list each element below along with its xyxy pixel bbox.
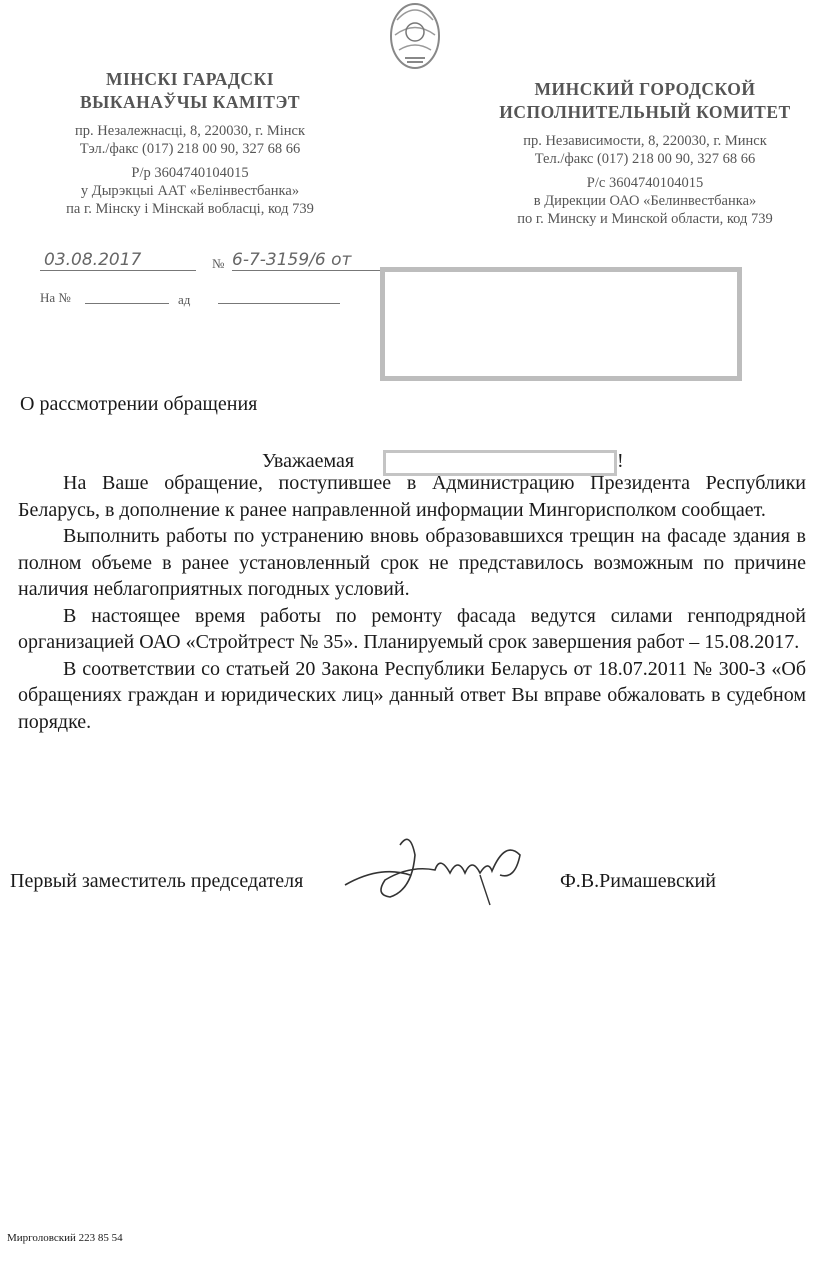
account: Р/р 3604740104015 — [131, 164, 249, 181]
org-name-ru — [470, 78, 820, 124]
paragraph: Выполнить работы по устранению вновь образовавшихся трещин на фасаде здания в полном объеме в ранее установленный срок не представилось возможным по причине наличия неблагоприятных погодных условий. — [18, 525, 806, 600]
account: Р/с 3604740104015 — [586, 174, 704, 191]
bank-region: па г. Мінску і Мінскай вобласці, код 739 — [66, 201, 314, 217]
bank: в Дирекции ОАО «Белинвестбанка» — [533, 192, 757, 209]
paragraph: В соответствии со статьей 20 Закона Республики Беларусь от 18.07.2011 № 300-З «Об обращениях граждан и юридических лиц» данный ответ Вы вправе обжаловать в судебном порядке. — [18, 657, 806, 733]
coat-of-arms-emblem — [385, 0, 445, 70]
registration-date: 03.08.2017 — [40, 250, 196, 271]
org-line2: ВЫКАНАЎЧЫ КАМІТЭТ — [79, 91, 301, 112]
phone: Тэл./факс (017) 218 00 90, 327 68 66 — [79, 140, 301, 157]
address: пр. Независимости, 8, 220030, г. Минск — [523, 132, 767, 149]
org-line1: МІНСКІ ГАРАДСКІ — [105, 69, 275, 89]
salutation: Уважаемая — [262, 450, 355, 472]
salutation-end: ! — [617, 450, 624, 472]
signer-name: Ф.В.Римашевский — [560, 870, 716, 892]
ref-label: На № — [40, 290, 71, 305]
address: пр. Незалежнасці, 8, 220030, г. Мінск — [75, 122, 305, 139]
org-line1: МИНСКИЙ ГОРОДСКОЙ — [534, 79, 756, 99]
ref-date-line — [218, 303, 340, 304]
org-name-be — [40, 68, 340, 114]
handwritten-signature — [340, 835, 560, 910]
org-line2: ИСПОЛНИТЕЛЬНЫЙ КОМИТЕТ — [499, 101, 791, 122]
paragraph: В настоящее время работы по ремонту фасада ведутся силами генподрядной организацией ОАО «Стройтрест № 35». Планируемый срок завершения работ – 15.08.2017. — [18, 604, 806, 653]
signer-position: Первый заместитель председателя — [10, 870, 304, 892]
paragraph: На Ваше обращение, поступившее в Администрацию Президента Республики Беларусь, в дополнение к ранее направленной информации Мингорисполком сообщает. — [18, 472, 806, 521]
phone: Тел./факс (017) 218 00 90, 327 68 66 — [534, 150, 756, 167]
bank: у Дырэкцыі ААТ «Белінвестбанка» — [80, 182, 300, 199]
subject-line: О рассмотрении обращения — [20, 393, 258, 415]
signature-block — [10, 870, 770, 893]
ref-number-line — [85, 303, 169, 304]
bank-region: по г. Минску и Минской области, код 739 — [517, 211, 773, 227]
footer-contact: Мирголовский 223 85 54 — [7, 1232, 123, 1244]
letter-body — [18, 470, 806, 735]
registration-number: 6-7-3159/6 от — [232, 250, 382, 271]
number-label: № — [212, 256, 225, 271]
ref-from-label: ад — [178, 292, 191, 307]
redacted-addressee — [380, 267, 742, 381]
letterhead-belarusian — [40, 68, 340, 218]
letterhead-russian — [470, 78, 820, 228]
